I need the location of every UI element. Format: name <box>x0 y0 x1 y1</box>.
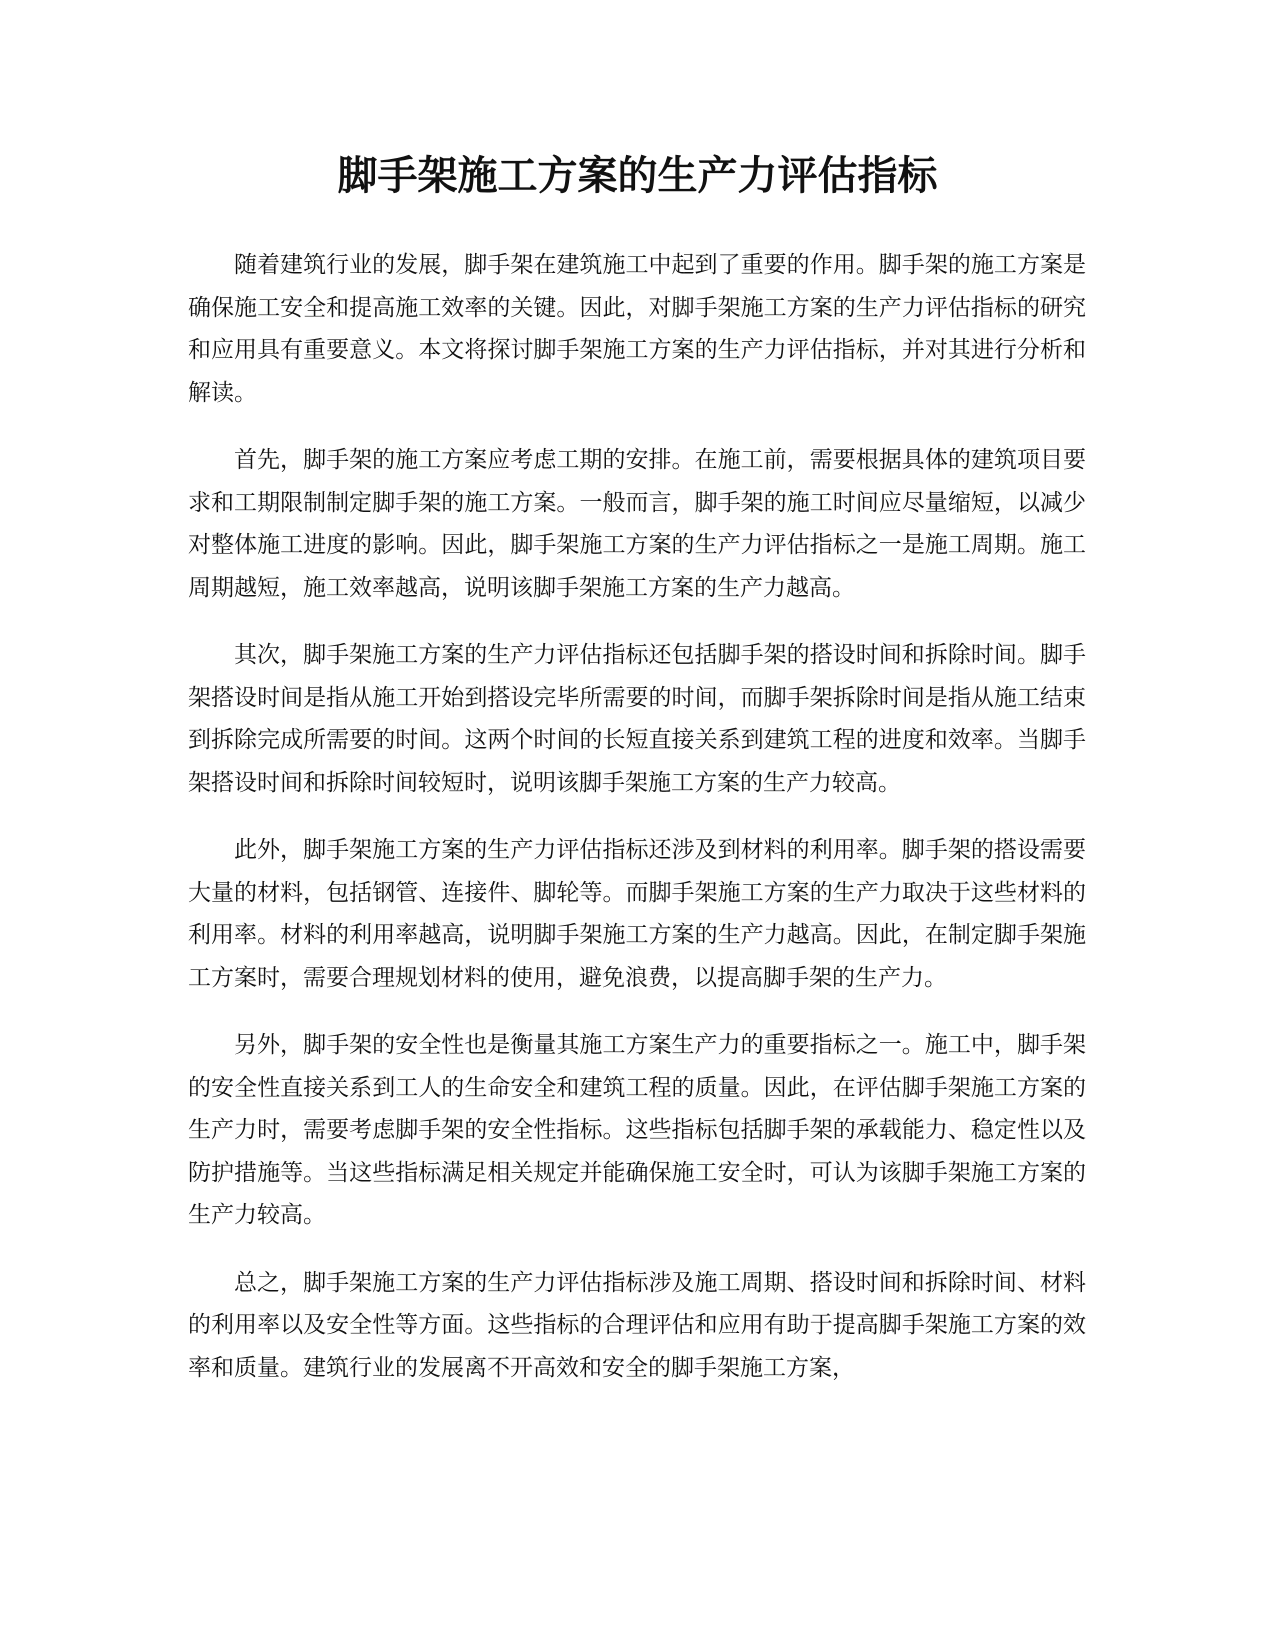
paragraph-safety: 另外，脚手架的安全性也是衡量其施工方案生产力的重要指标之一。施工中，脚手架的安全性直接关系到工人的生命安全和建筑工程的质量。因此，在评估脚手架施工方案的生产力时，需要考虑脚手架的安全性指标。这些指标包括脚手架的承载能力、稳定性以及防护措施等。当这些指标满足相关规定并能确保施工安全时，可认为该脚手架施工方案的生产力较高。 <box>188 1032 1086 1228</box>
paragraph-material-utilization: 此外，脚手架施工方案的生产力评估指标还涉及到材料的利用率。脚手架的搭设需要大量的材料，包括钢管、连接件、脚轮等。而脚手架施工方案的生产力取决于这些材料的利用率。材料的利用率越高，说明脚手架施工方案的生产力越高。因此，在制定脚手架施工方案时，需要合理规划材料的使用，避免浪费，以提高脚手架的生产力。 <box>188 837 1086 991</box>
document-body <box>188 244 1086 1414</box>
paragraph-erection-dismantling-time: 其次，脚手架施工方案的生产力评估指标还包括脚手架的搭设时间和拆除时间。脚手架搭设时间是指从施工开始到搭设完毕所需要的时间，而脚手架拆除时间是指从施工结束到拆除完成所需要的时间。这两个时间的长短直接关系到建筑工程的进度和效率。当脚手架搭设时间和拆除时间较短时，说明该脚手架施工方案的生产力较高。 <box>188 642 1086 796</box>
paragraph-conclusion: 总之，脚手架施工方案的生产力评估指标涉及施工周期、搭设时间和拆除时间、材料的利用率以及安全性等方面。这些指标的合理评估和应用有助于提高脚手架施工方案的效率和质量。建筑行业的发展离不开高效和安全的脚手架施工方案， <box>188 1269 1086 1381</box>
paragraph-construction-period: 首先，脚手架的施工方案应考虑工期的安排。在施工前，需要根据具体的建筑项目要求和工期限制制定脚手架的施工方案。一般而言，脚手架的施工时间应尽量缩短，以减少对整体施工进度的影响。因此，脚手架施工方案的生产力评估指标之一是施工周期。施工周期越短，施工效率越高，说明该脚手架施工方案的生产力越高。 <box>188 447 1086 601</box>
document-title: 脚手架施工方案的生产力评估指标 <box>337 153 938 199</box>
paragraph-intro: 随着建筑行业的发展，脚手架在建筑施工中起到了重要的作用。脚手架的施工方案是确保施工安全和提高施工效率的关键。因此，对脚手架施工方案的生产力评估指标的研究和应用具有重要意义。本文将探讨脚手架施工方案的生产力评估指标，并对其进行分析和解读。 <box>188 252 1086 406</box>
